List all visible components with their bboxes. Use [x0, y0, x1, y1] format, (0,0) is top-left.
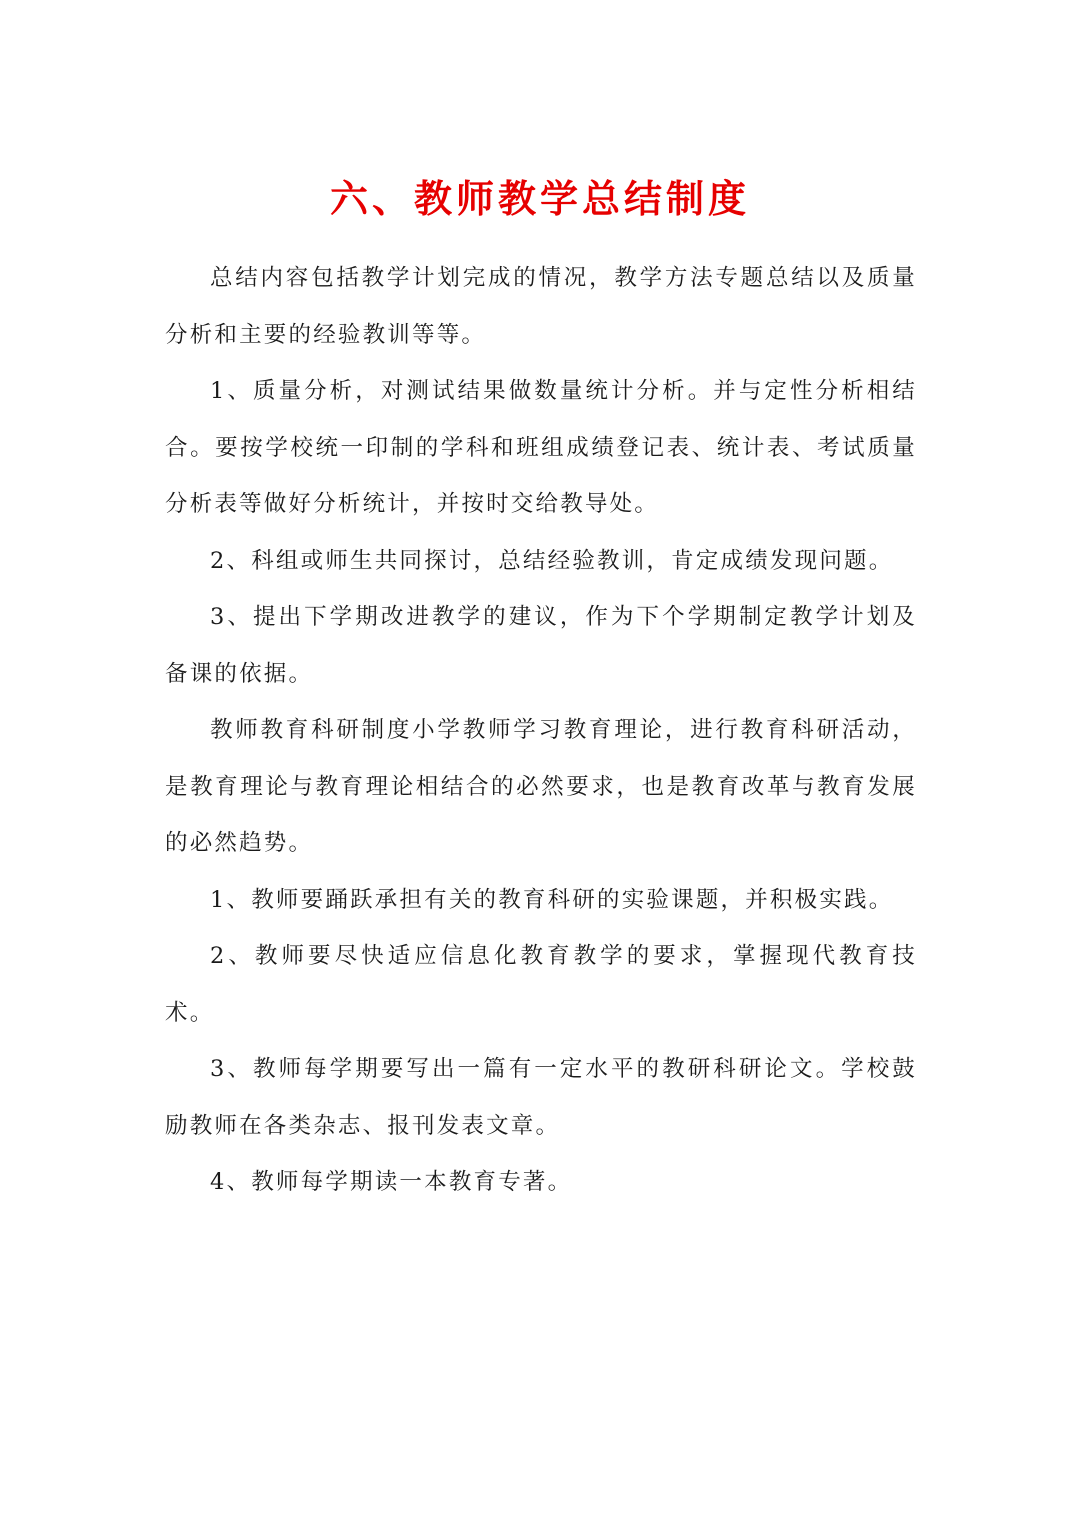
- paragraph-research-system: 教师教育科研制度小学教师学习教育理论，进行教育科研活动，是教育理论与教育理论相结合的必然要求，也是教育改革与教育发展的必然趋势。: [165, 717, 917, 856]
- paragraph-information-technology: 2、教师要尽快适应信息化教育教学的要求，掌握现代教育技术。: [165, 943, 917, 1026]
- page-title: 六、教师教学总结制度: [329, 176, 750, 222]
- paragraph-research-projects: 1、教师要踊跃承担有关的教育科研的实验课题，并积极实践。: [210, 886, 894, 913]
- paragraph-research-papers: 3、教师每学期要写出一篇有一定水平的教研科研论文。学校鼓励教师在各类杂志、报刊发表文章。: [165, 1056, 917, 1139]
- document-body: [165, 250, 917, 1211]
- paragraph-improvement-suggestions: 3、提出下学期改进教学的建议，作为下个学期制定教学计划及备课的依据。: [165, 604, 917, 687]
- paragraph-group-discussion: 2、科组或师生共同探讨，总结经验教训，肯定成绩发现问题。: [210, 547, 894, 574]
- paragraph-quality-analysis: 1、质量分析，对测试结果做数量统计分析。并与定性分析相结合。要按学校统一印制的学科和班组成绩登记表、统计表、考试质量分析表等做好分析统计，并按时交给教导处。: [165, 378, 917, 517]
- paragraph-intro: 总结内容包括教学计划完成的情况，教学方法专题总结以及质量分析和主要的经验教训等等。: [165, 265, 917, 348]
- paragraph-reading: 4、教师每学期读一本教育专著。: [210, 1169, 573, 1195]
